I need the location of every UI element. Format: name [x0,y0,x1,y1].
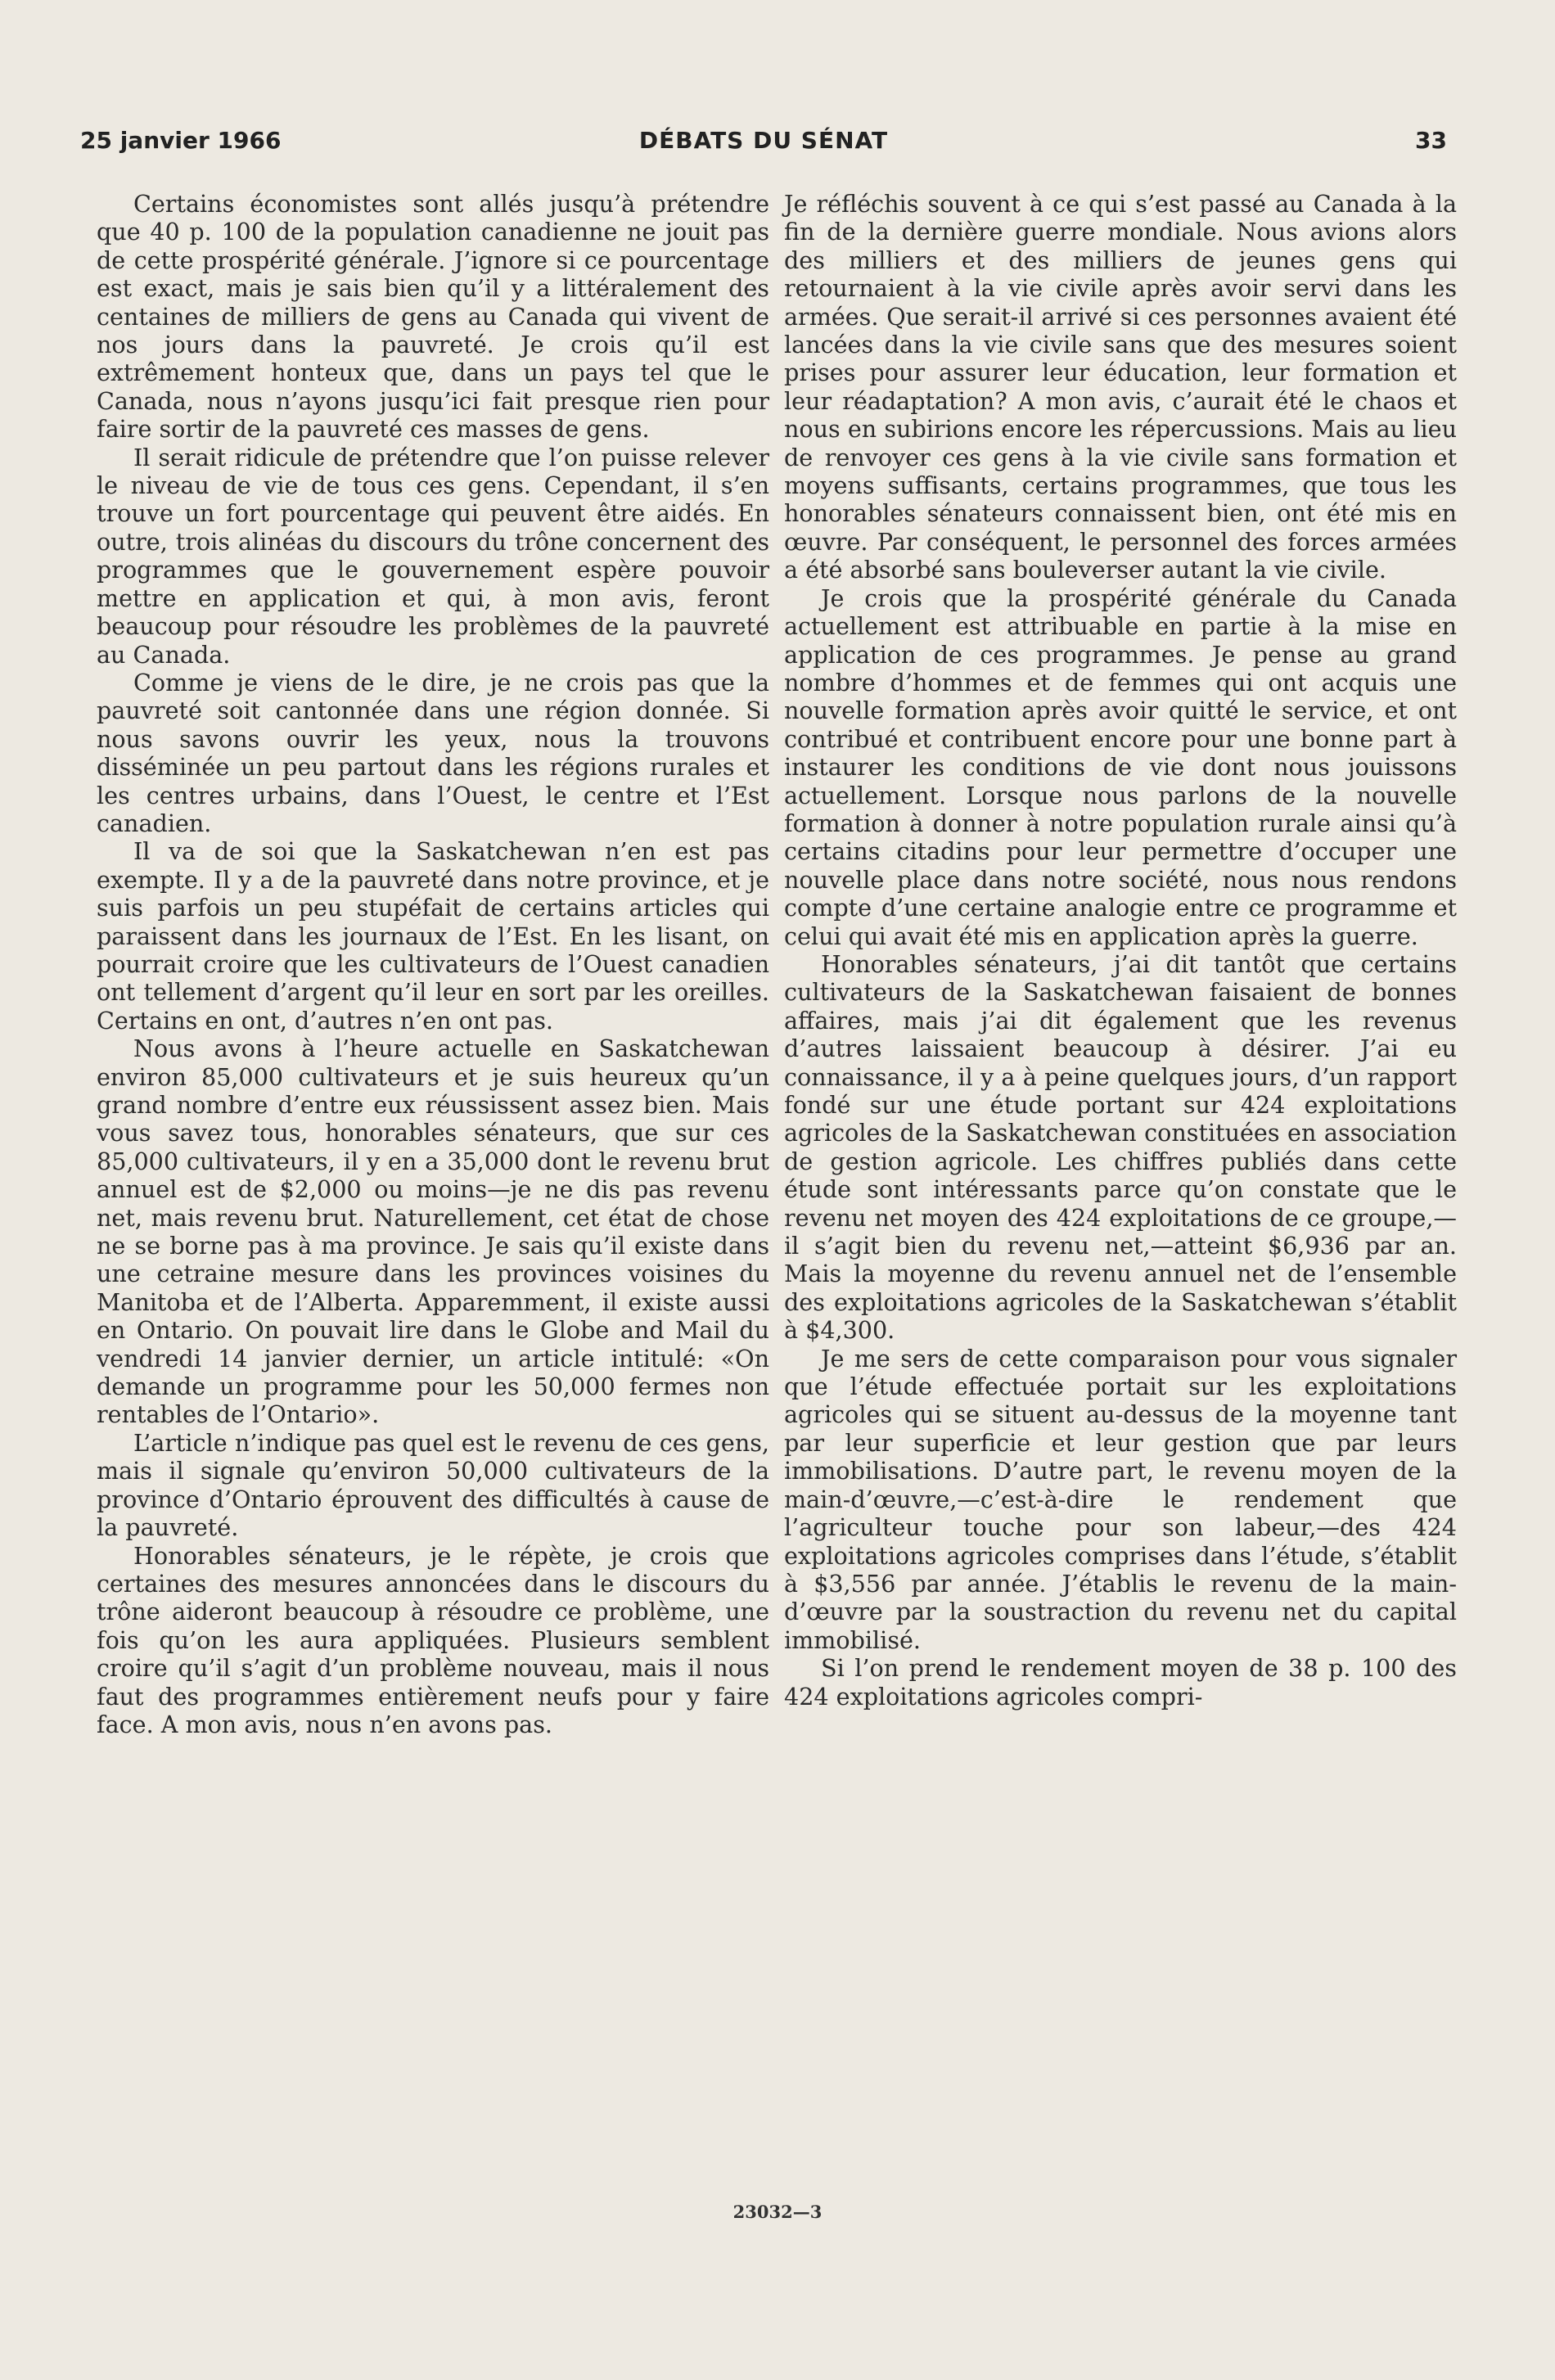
header-date: 25 janvier 1966 [80,127,282,154]
paragraph: Il va de soi que la Saskatchewan n’en est pas exempte. Il y a de la pauvreté dans notre province, et je suis parfois un peu stupéfait de certains articles qui paraissent dans les journaux de l’Est. En les lisant, on pourrait croire que les cultivateurs de l’Ouest canadien ont tellement d’argent qu’il leur en sort par les oreilles. Certains en ont, d’autres n’en ont pas. [97,837,769,1034]
signature-code: 23032—3 [732,2202,823,2222]
paragraph: L’article n’indique pas quel est le revenu de ces gens, mais il signale qu’environ 50,000 cultivateurs de la province d’Ontario éprouvent des difficultés à cause de la pauvreté. [97,1428,769,1542]
paragraph: Il serait ridicule de prétendre que l’on puisse relever le niveau de vie de tous ces gens. Cependant, il s’en trouve un fort pourcentage qui peuvent être aidés. En outre, trois alinéas du discours du trône concernent des programmes que le gouvernement espère pouvoir mettre en application et qui, à mon avis, feront beaucoup pour résoudre les problèmes de la pauvreté au Canada. [97,443,769,669]
header-title: DÉBATS DU SÉNAT [638,127,889,154]
paragraph: Comme je viens de le dire, je ne crois pas que la pauvreté soit cantonnée dans une région donnée. Si nous savons ouvrir les yeux, nous la trouvons disséminée un peu partout dans les régions rurales et les centres urbains, dans l’Ouest, le centre et l’Est canadien. [97,668,769,837]
paragraph: Honorables sénateurs, j’ai dit tantôt que certains cultivateurs de la Saskatchewan faisaient de bonnes affaires, mais j’ai dit également que les revenus d’autres laissaient beaucoup à désirer. J’ai eu connaissance, il y a à peine quelques jours, d’un rapport fondé sur une étude portant sur 424 exploitations agricoles de la Saskatchewan constituées en association de gestion agricole. Les chiffres publiés dans cette étude sont intéressants parce qu’on constate que le revenu net moyen des 424 exploitations de ce groupe,—il s’agit bien du revenu net,—atteint $6,936 par an. Mais la moyenne du revenu annuel net de l’ensemble des exploitations agricoles de la Saskatchewan s’établit à $4,300. [784,949,1457,1345]
paragraph: Honorables sénateurs, je le répète, je crois que certaines des mesures annoncées dans le discours du trône aideront beaucoup à résoudre ce problème, une fois qu’on les aura appliquées. Plusieurs semblent croire qu’il s’agit d’un problème nouveau, mais il nous faut des programmes entièrement neufs pour y faire face. A mon avis, nous n’en avons pas. [97,1541,769,1738]
paragraph: Je crois que la prospérité générale du Canada actuellement est attribuable en partie à la mise en application de ces programmes. Je pense au grand nombre d’hommes et de femmes qui ont acquis une nouvelle formation après avoir quitté le service, et ont contribué et contribuent encore pour une bonne part à instaurer les conditions de vie dont nous jouissons actuellement. Lorsque nous parlons de la nouvelle formation à donner à notre population rurale ainsi qu’à certains citadins pour leur permettre d’occuper une nouvelle place dans notre société, nous nous rendons compte d’une certaine analogie entre ce programme et celui qui avait été mis en application après la guerre. [784,584,1457,950]
paragraph: Certains économistes sont allés jusqu’à prétendre que 40 p. 100 de la population canadienne ne jouit pas de cette prospérité générale. J’ignore si ce pourcentage est exact, mais je sais bien qu’il y a littéralement des centaines de milliers de gens au Canada qui vivent de nos jours dans la pauvreté. Je crois qu’il est extrêmement honteux que, dans un pays tel que le Canada, nous n’ayons jusqu’ici fait presque rien pour faire sortir de la pauvreté ces masses de gens. [97,190,769,444]
right-column [784,190,1457,1711]
paragraph: Nous avons à l’heure actuelle en Saskatchewan environ 85,000 cultivateurs et je suis heureux qu’un grand nombre d’entre eux réussissent assez bien. Mais vous savez tous, honorables sénateurs, que sur ces 85,000 cultivateurs, il y en a 35,000 dont le revenu brut annuel est de $2,000 ou moins—je ne dis pas revenu net, mais revenu brut. Naturellement, cet état de chose ne se borne pas à ma province. Je sais qu’il existe dans une cetraine mesure dans les provinces voisines du Manitoba et de l’Alberta. Apparemment, il existe aussi en Ontario. On pouvait lire dans le Globe and Mail du vendredi 14 janvier dernier, un article intitulé: «On demande un programme pour les 50,000 fermes non rentables de l’Ontario». [97,1034,769,1429]
paragraph: Si l’on prend le rendement moyen de 38 p. 100 des 424 exploitations agricoles compri- [784,1654,1457,1711]
paragraph-continuation: Je réfléchis souvent à ce qui s’est passé au Canada à la fin de la dernière guerre mondiale. Nous avions alors des milliers et des milliers de jeunes gens qui retournaient à la vie civile après avoir servi dans les armées. Que serait-il arrivé si ces personnes avaient été lancées dans la vie civile sans que des mesures soient prises pour assurer leur éducation, leur formation et leur réadaptation? A mon avis, c’aurait été le chaos et nous en subirions encore les répercussions. Mais au lieu de renvoyer ces gens à la vie civile sans formation et moyens suffisants, certains programmes, que tous les honorables sénateurs connaissent bien, ont été mis en œuvre. Par conséquent, le personnel des forces armées a été absorbé sans bouleverser autant la vie civile. [784,190,1457,584]
page-number: 33 [1415,127,1447,154]
page-header [80,127,1447,168]
left-column [97,190,769,1738]
paragraph: Je me sers de cette comparaison pour vous signaler que l’étude effectuée portait sur les exploitations agricoles qui se situent au-dessus de la moyenne tant par leur superficie et leur gestion que par leurs immobilisations. D’autre part, le revenu moyen de la main-d’œuvre,—c’est-à-dire le rendement que l’agriculteur touche pour son labeur,—des 424 exploitations agricoles comprises dans l’étude, s’établit à $3,556 par année. J’établis le revenu de la main-d’œuvre par la soustraction du revenu net du capital immobilisé. [784,1344,1457,1654]
